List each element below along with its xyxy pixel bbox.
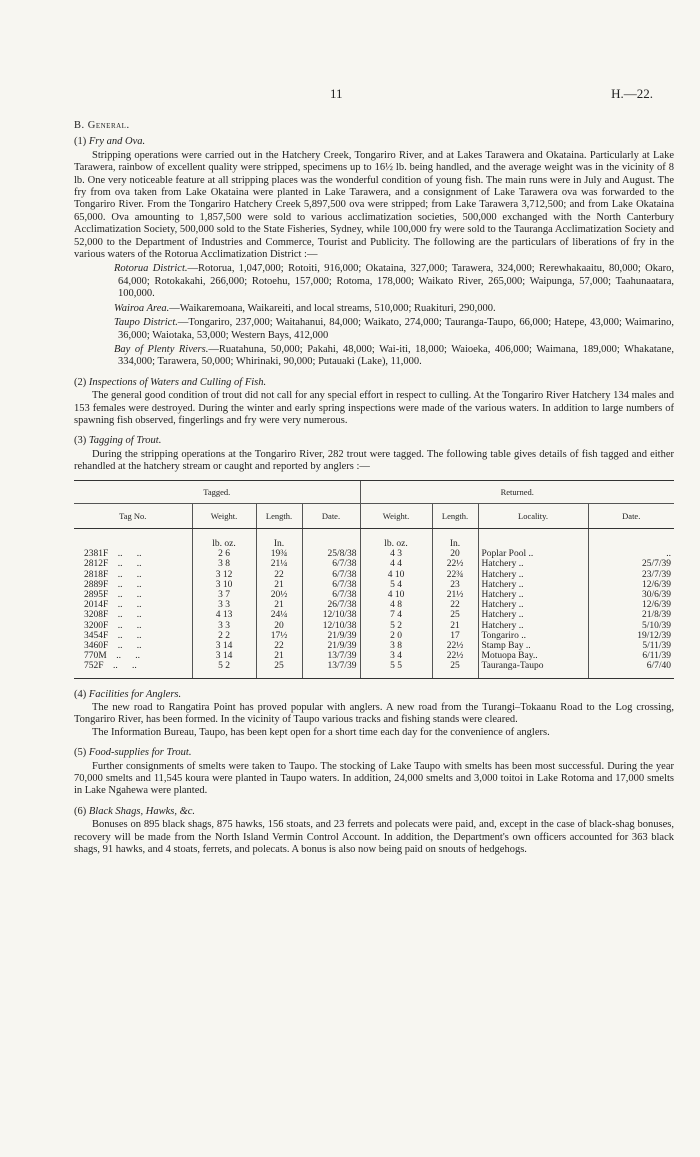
tag-cell: [74, 559, 192, 569]
weight-cell: 3 3: [192, 621, 256, 631]
table-row: [74, 651, 674, 661]
weight-cell: 3 10: [192, 580, 256, 590]
date-cell: 21/9/39: [302, 641, 360, 651]
subsection-title: Inspections of Waters and Culling of Fish.: [88, 376, 267, 388]
length-cell: 24¼: [256, 610, 302, 620]
weight-cell: 3 8: [192, 559, 256, 569]
tag-cell: [74, 610, 192, 620]
subsection-heading-tagging: [74, 435, 674, 447]
paragraph-fry-ova: Stripping operations were carried out in the Hatchery Creek, Tongariro River, and at Lakes Tarawera and Okataina. Particularly at Lake Tarawera, rainbow of excellent quality were stripped, specimens up to 16½ lb. being handled, and the average weight was in the vicinity of 8 lb. One very noticeable feature at all stripping places was the wonderful condition of young fish. The main runs were in July and August. The fry from ova taken from Lake Okataina were planted in Lake Tarawera, and a consignment of Lake Tarawera ova was forwarded to the Tongariro River. From the Tongariro Hatchery Creek 5,897,500 ova were stripped; from Lake Tarawera 3,712,500; and from Lake Okataina 65,000. Ova amounting to 1,857,500 were sold to various acclimatization societies, 500,000 exchanged with the North Canterbury Acclimatization Society, 500,000 sold to the State Fisheries, Sydney, while 100,000 fry were sold to the Tauranga Acclimatization Society and 52,000 to the Department of Industries and Commerce, Tourist and Publicity. The following are the particulars of liberations of fry in the various waters of the Rotorua Acclimatization District :—: [74, 149, 674, 261]
table-row: [74, 661, 674, 678]
page-header: [0, 86, 700, 102]
table-row: [74, 590, 674, 600]
locality-cell: Tauranga-Taupo: [478, 661, 588, 678]
subsection-heading-bonuses: [74, 806, 674, 818]
returned-length-cell: 20: [432, 549, 478, 559]
date-cell: 6/7/38: [302, 580, 360, 590]
returned-length-cell: 21½: [432, 590, 478, 600]
district-wairoa: [114, 303, 674, 315]
table-body: [74, 549, 674, 678]
date-cell: 21/9/39: [302, 631, 360, 641]
returned-weight-cell: 2 0: [360, 631, 432, 641]
leader-dots: .. ..: [108, 600, 142, 611]
returned-date-cell: 6/7/40: [588, 661, 674, 678]
district-name: Wairoa Area.: [114, 302, 170, 314]
returned-weight-cell: 3 4: [360, 651, 432, 661]
locality-cell: Hatchery ..: [478, 621, 588, 631]
returned-weight-cell: 4 10: [360, 590, 432, 600]
district-text: —Waikaremoana, Waikareiti, and local streams, 510,000; Ruakituri, 290,000.: [169, 302, 496, 314]
returned-length-cell: 17: [432, 631, 478, 641]
date-cell: 25/8/38: [302, 549, 360, 559]
unit-returned-weight: lb. oz.: [360, 528, 432, 549]
page-content: [74, 120, 674, 856]
date-cell: 6/7/38: [302, 559, 360, 569]
returned-length-cell: 22½: [432, 651, 478, 661]
subsection-heading-facilities: [74, 689, 674, 701]
leader-dots: .. ..: [106, 651, 140, 662]
table-row: [74, 621, 674, 631]
returned-date-cell: 5/11/39: [588, 641, 674, 651]
subsection-heading-food: [74, 747, 674, 759]
date-cell: 6/7/38: [302, 570, 360, 580]
returned-weight-cell: 5 4: [360, 580, 432, 590]
returned-date-cell: 5/10/39: [588, 621, 674, 631]
tag-cell: [74, 590, 192, 600]
table-row: [74, 600, 674, 610]
locality-cell: Hatchery ..: [478, 590, 588, 600]
subsection-title: Fry and Ova.: [88, 136, 146, 148]
locality-cell: Hatchery ..: [478, 580, 588, 590]
tag-cell: [74, 631, 192, 641]
leader-dots: .. ..: [108, 549, 142, 560]
leader-dots: .. ..: [108, 620, 142, 631]
tag-cell: [74, 661, 192, 678]
unit-returned-length: In.: [432, 528, 478, 549]
subsection-title: Black Shags, Hawks, &c.: [88, 805, 196, 817]
tag-number: 2895F: [84, 589, 109, 600]
locality-cell: Poplar Pool ..: [478, 549, 588, 559]
tagging-table: [74, 480, 674, 679]
col-date: Date.: [302, 503, 360, 528]
table-row: [74, 641, 674, 651]
weight-cell: 3 14: [192, 641, 256, 651]
returned-weight-cell: 4 4: [360, 559, 432, 569]
tag-number: 3200F: [84, 620, 109, 631]
returned-date-cell: 12/6/39: [588, 580, 674, 590]
tag-number: 3460F: [84, 641, 109, 651]
locality-cell: Stamp Bay ..: [478, 641, 588, 651]
leader-dots: .. ..: [108, 569, 142, 580]
returned-date-cell: 30/6/39: [588, 590, 674, 600]
date-cell: 12/10/38: [302, 621, 360, 631]
weight-cell: 4 13: [192, 610, 256, 620]
date-cell: 12/10/38: [302, 610, 360, 620]
length-cell: 25: [256, 661, 302, 678]
leader-dots: .. ..: [108, 589, 142, 600]
locality-cell: Hatchery ..: [478, 559, 588, 569]
district-text: —Tongariro, 237,000; Waitahanui, 84,000; Waikato, 274,000; Tauranga-Taupo, 66,000; Hatepe, 43,000; Waimarino, 36,000; Waiotaka, 53,000; Western Bays, 412,000: [118, 317, 674, 341]
weight-cell: 3 7: [192, 590, 256, 600]
col-tag-no: Tag No.: [74, 503, 192, 528]
leader-dots: .. ..: [108, 641, 142, 651]
tag-number: 2889F: [84, 579, 109, 590]
table-column-headers: [74, 503, 674, 528]
tag-cell: [74, 651, 192, 661]
locality-cell: Tongariro ..: [478, 631, 588, 641]
district-text: —Ruatahuna, 50,000; Pakahi, 48,000; Wai-iti, 18,000; Waioeka, 406,000; Waimana, 189,000; Whakatane, 334,000; Tarawera, 50,000; Whirinaki, 90,000; Putauaki (Lake), 11,000.: [118, 343, 674, 368]
tag-cell: [74, 580, 192, 590]
table-row: [74, 559, 674, 569]
returned-weight-cell: 5 5: [360, 661, 432, 678]
col-weight: Weight.: [192, 503, 256, 528]
weight-cell: 3 12: [192, 570, 256, 580]
col-returned-length: Length.: [432, 503, 478, 528]
table-row: [74, 610, 674, 620]
leader-dots: .. ..: [108, 610, 142, 621]
district-bay-of-plenty: [114, 344, 674, 369]
returned-date-cell: 23/7/39: [588, 570, 674, 580]
table-row: [74, 549, 674, 559]
paragraph-inspections: The general good condition of trout did not call for any special effort in respect to culling. At the Tongariro River Hatchery 134 males and 153 females were destroyed. During the winter and early spring inspections were made of the various waters. In addition to large numbers of spawning fish observed, fingerlings and fry were very numerous.: [74, 390, 674, 426]
length-cell: 21: [256, 580, 302, 590]
district-rotorua: [114, 263, 674, 300]
table-units-row: [74, 528, 674, 549]
locality-cell: Motuopa Bay..: [478, 651, 588, 661]
subsection-title: Tagging of Trout.: [88, 435, 162, 447]
returned-length-cell: 25: [432, 610, 478, 620]
paragraph-facilities-2: The Information Bureau, Taupo, has been kept open for a short time each day for the convenience of anglers.: [92, 726, 550, 738]
tag-number: 2818F: [84, 569, 109, 580]
returned-weight-cell: 4 8: [360, 600, 432, 610]
returned-length-cell: 21: [432, 621, 478, 631]
returned-length-cell: 22½: [432, 559, 478, 569]
tag-cell: [74, 641, 192, 651]
length-cell: 21¼: [256, 559, 302, 569]
returned-date-cell: ..: [588, 549, 674, 559]
subsection-number: (6): [74, 805, 87, 817]
col-locality: Locality.: [478, 503, 588, 528]
district-name: Bay of Plenty Rivers.: [114, 343, 209, 355]
subsection-number: (3): [74, 435, 87, 447]
table-group-header: [74, 480, 674, 503]
col-length: Length.: [256, 503, 302, 528]
leader-dots: .. ..: [103, 661, 137, 672]
tag-cell: [74, 549, 192, 559]
returned-weight-cell: 4 3: [360, 549, 432, 559]
district-text: —Rotorua, 1,047,000; Rotoiti, 916,000; Okataina, 327,000; Tarawera, 324,000; Rerewhakaaitu, 80,000; Okaro, 64,000; Rotokakahi, 266,000; Rotoehu, 157,000; Rotoma, 178,000; Waikato River, 265,000; Waipunga, 57,000; Taahunaatara, 100,000.: [118, 263, 674, 300]
length-cell: 21: [256, 651, 302, 661]
locality-cell: Hatchery ..: [478, 570, 588, 580]
paragraph-tagging: During the stripping operations at the Tongariro River, 282 trout were tagged. The following table gives details of fish tagged and either rehandled at the hatchery stream or caught and reported by anglers :—: [74, 448, 674, 473]
returned-date-cell: 25/7/39: [588, 559, 674, 569]
weight-cell: 5 2: [192, 661, 256, 678]
length-cell: 19¾: [256, 549, 302, 559]
unit-length: In.: [256, 528, 302, 549]
returned-length-cell: 25: [432, 661, 478, 678]
subsection-number: (1): [74, 136, 87, 148]
returned-length-cell: 22½: [432, 641, 478, 651]
subsection-title: Food-supplies for Trout.: [88, 747, 192, 759]
length-cell: 20½: [256, 590, 302, 600]
unit-weight: lb. oz.: [192, 528, 256, 549]
date-cell: 13/7/39: [302, 661, 360, 678]
leader-dots: .. ..: [108, 579, 142, 590]
subsection-title: Facilities for Anglers.: [88, 688, 182, 700]
date-cell: 26/7/38: [302, 600, 360, 610]
leader-dots: .. ..: [108, 630, 142, 641]
length-cell: 20: [256, 621, 302, 631]
table-row: [74, 631, 674, 641]
tag-cell: [74, 570, 192, 580]
tag-number: 2381F: [84, 549, 109, 560]
paragraph-bonuses: Bonuses on 895 black shags, 875 hawks, 156 stoats, and 23 ferrets and polecats were paid, and, except in the case of black-shag bonuses, recovery will be made from the North Island Vermin Control Account. In addition, the Department's own officers accounted for 363 black shags, 91 hawks, and 4 stoats, ferrets, and polecats. A bonus is also now being paid on snouts of hedgehogs.: [74, 819, 674, 856]
returned-date-cell: 6/11/39: [588, 651, 674, 661]
tag-number: 3454F: [84, 630, 109, 641]
returned-weight-cell: 4 10: [360, 570, 432, 580]
tag-number: 752F: [84, 661, 104, 672]
length-cell: 17½: [256, 631, 302, 641]
section-title: B. General.: [74, 120, 130, 131]
returned-length-cell: 22: [432, 600, 478, 610]
subsection-number: (2): [74, 376, 87, 388]
tag-cell: [74, 600, 192, 610]
weight-cell: 2 6: [192, 549, 256, 559]
weight-cell: 3 14: [192, 651, 256, 661]
length-cell: 22: [256, 570, 302, 580]
returned-weight-cell: 7 4: [360, 610, 432, 620]
district-name: Rotorua District.: [114, 263, 188, 275]
paragraph-food: Further consignments of smelts were taken to Taupo. The stocking of Lake Taupo with smelts has been most successful. During the year 70,000 smelts and 11,545 koura were planted in Taupo waters. In addition, 24,000 smelts and 3,000 toitoi in Lake Rotoma and 17,000 smelts in Lake Ngahewa were planted.: [74, 760, 674, 797]
locality-cell: Hatchery ..: [478, 600, 588, 610]
group-tagged: Tagged.: [74, 480, 360, 503]
length-cell: 22: [256, 641, 302, 651]
returned-date-cell: 21/8/39: [588, 610, 674, 620]
tag-cell: [74, 621, 192, 631]
subsection-heading-fry-ova: [74, 136, 674, 148]
weight-cell: 2 2: [192, 631, 256, 641]
paragraph-facilities-1: The new road to Rangatira Point has proved popular with anglers. A new road from the Turangi–Tokaanu Road to the Log crossing, Tongariro River, has been formed. In the vicinity of Taupo various tracks and fishing stands were cleared.: [74, 702, 674, 726]
table-row: [74, 570, 674, 580]
district-taupo: [114, 317, 674, 342]
date-cell: 6/7/38: [302, 590, 360, 600]
group-returned: Returned.: [360, 480, 674, 503]
returned-date-cell: 12/6/39: [588, 600, 674, 610]
district-name: Taupo District.: [114, 317, 178, 329]
returned-length-cell: 23: [432, 580, 478, 590]
table-row: [74, 580, 674, 590]
col-returned-date: Date.: [588, 503, 674, 528]
subsection-number: (5): [74, 747, 87, 759]
locality-cell: Hatchery ..: [478, 610, 588, 620]
weight-cell: 3 3: [192, 600, 256, 610]
length-cell: 21: [256, 600, 302, 610]
tag-number: 770M: [84, 651, 107, 662]
returned-length-cell: 22¾: [432, 570, 478, 580]
returned-weight-cell: 5 2: [360, 621, 432, 631]
date-cell: 13/7/39: [302, 651, 360, 661]
tag-number: 2014F: [84, 600, 109, 611]
tag-number: 3208F: [84, 610, 109, 621]
subsection-number: (4): [74, 688, 87, 700]
page-number: 11: [330, 86, 343, 101]
leader-dots: .. ..: [108, 559, 142, 570]
document-reference: H.—22.: [611, 86, 653, 101]
returned-weight-cell: 3 8: [360, 641, 432, 651]
subsection-heading-inspections: [74, 377, 674, 389]
returned-date-cell: 19/12/39: [588, 631, 674, 641]
tag-number: 2812F: [84, 559, 109, 570]
col-returned-weight: Weight.: [360, 503, 432, 528]
